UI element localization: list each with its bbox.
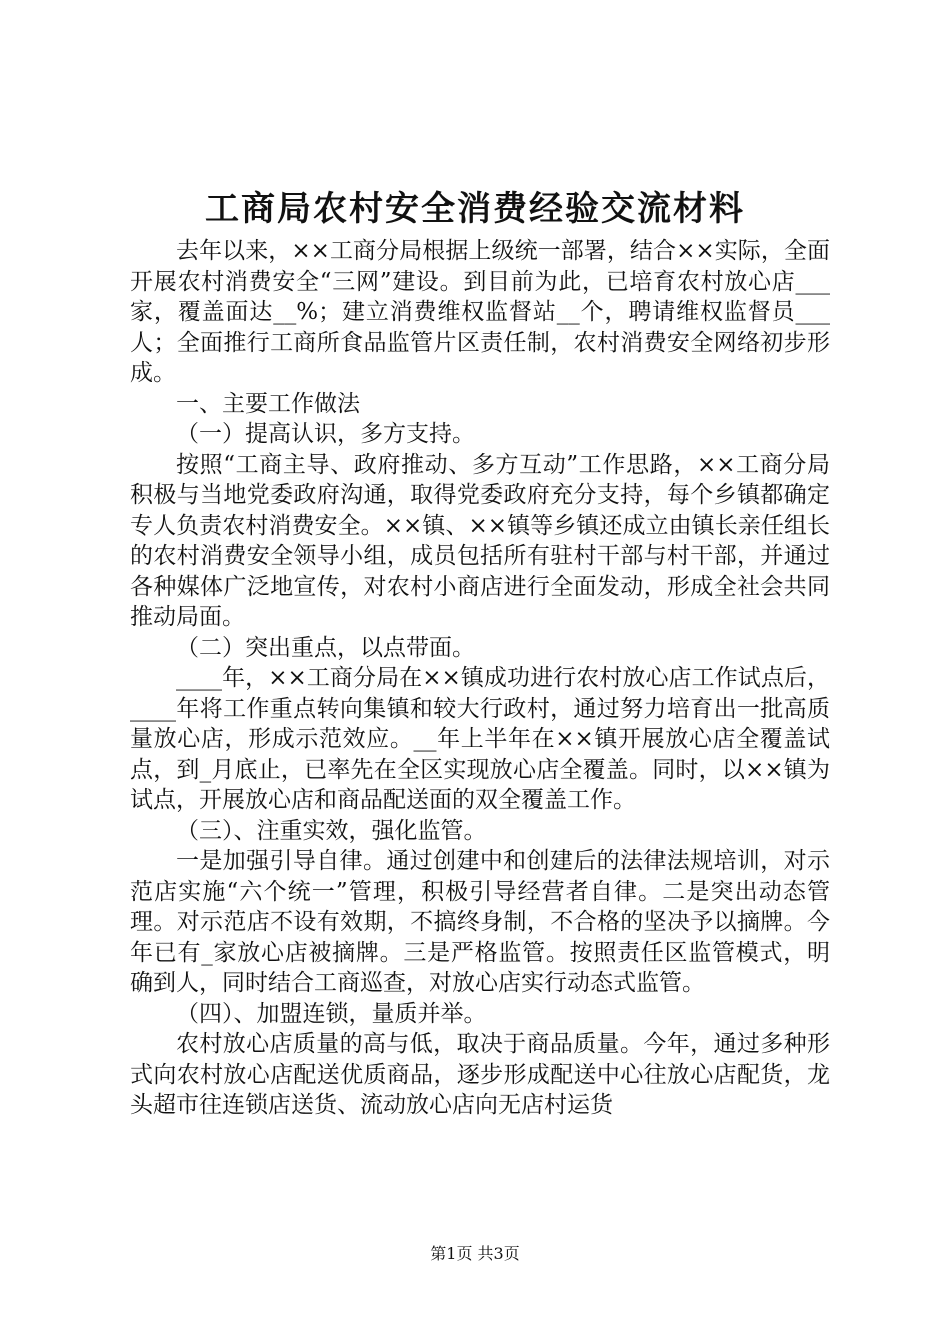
paragraph-3: 一是加强引导自律。通过创建中和创建后的法律法规培训，对示范店实施“六个统一”管理，积极引导经营者自律。二是突出动态管理。对示范店不设有效期，不搞终身制，不合格的坚决予以摘牌。今年已有_家放心店被摘牌。三是严格监管。按照责任区监管模式，明确到人，同时结合工商巡查，对放心店实行动态式监管。 [130, 848, 830, 996]
paragraph-1: 按照“工商主导、政府推动、多方互动”工作思路，××工商分局积极与当地党委政府沟通，取得党委政府充分支持，每个乡镇都确定专人负责农村消费安全。××镇、××镇等乡镇还成立由镇长亲任组长的农村消费安全领导小组，成员包括所有驻村干部与村干部，并通过各种媒体广泛地宣传，对农村小商店进行全面发动，形成全社会共同推动局面。 [130, 451, 830, 630]
page-footer: 第1页 共3页 [430, 1244, 520, 1263]
document-body [130, 236, 830, 1121]
paragraph-intro: 去年以来，××工商分局根据上级统一部署，结合××实际，全面开展农村消费安全“三网”建设。到目前为此，已培育农村放心店___家，覆盖面达__%；建立消费维权监督站__个，聘请维权监督员___人；全面推行工商所食品监管片区责任制，农村消费安全网络初步形成。 [130, 238, 830, 386]
subheading-3: （三）、注重实效，强化监管。 [176, 817, 487, 844]
subheading-4: （四）、加盟连锁，量质并举。 [176, 1000, 487, 1027]
paragraph-4: 农村放心店质量的高与低，取决于商品质量。今年，通过多种形式向农村放心店配送优质商品，逐步形成配送中心往放心店配货，龙头超市往连锁店送货、流动放心店向无店村运货 [130, 1031, 830, 1118]
paragraph-2: ____年，××工商分局在××镇成功进行农村放心店工作试点后，____年将工作重点转向集镇和较大行政村，通过努力培育出一批高质量放心店，形成示范效应。__年上半年在××镇开展放心店全覆盖试点，到_月底止，已率先在全区实现放心店全覆盖。同时，以××镇为试点，开展放心店和商品配送面的双全覆盖工作。 [130, 665, 830, 813]
subheading-1: （一）提高认识，多方支持。 [176, 421, 475, 447]
subheading-2: （二）突出重点，以点带面。 [176, 634, 475, 661]
section-heading-main-work: 一、主要工作做法 [176, 390, 360, 417]
document-title: 工商局农村安全消费经验交流材料 [205, 189, 745, 229]
